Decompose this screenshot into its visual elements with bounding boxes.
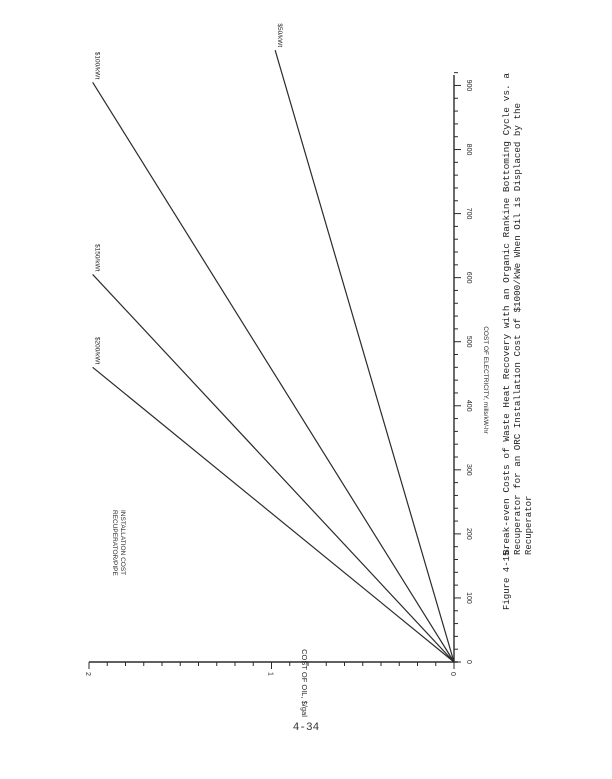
x-tick-label: 500 — [465, 335, 472, 348]
x-tick-label: 700 — [465, 207, 472, 220]
y-axis-ticks — [84, 662, 456, 676]
page-number: 4-34 — [292, 722, 320, 734]
series-label-50kw: $50/kWt — [276, 23, 284, 48]
series-label-200kw: $200/kWt — [93, 336, 101, 365]
y-axis-label: COST OF OIL, $/gal — [300, 649, 309, 717]
x-axis-ticks — [454, 73, 472, 664]
series-label-150kw: $150/kWt — [93, 243, 101, 272]
series-line-50kw — [275, 50, 454, 662]
y-tick-label: 1 — [266, 672, 274, 676]
x-tick-label: 0 — [465, 660, 472, 664]
x-tick-label: 900 — [465, 79, 472, 92]
x-axis-label: COST OF ELECTRICITY, mills/kW-hr — [482, 326, 489, 434]
figure-caption-line-3: Recuperator — [524, 495, 534, 555]
series-line-100kw — [93, 82, 454, 662]
y-tick-label: 2 — [84, 672, 91, 676]
legend-title-line-1: RECUPERATOR/PIPE — [111, 510, 118, 576]
figure-caption-number: Figure 4-15. — [502, 545, 512, 610]
figure-caption-line-1: Break-even Costs of Waste Heat Recovery with an Organic Rankine Bottoming Cycle vs. a — [502, 95, 512, 555]
series-line-200kw — [93, 367, 454, 662]
x-tick-label: 300 — [465, 463, 472, 476]
series-line-150kw — [93, 274, 454, 662]
x-tick-label: 800 — [465, 143, 472, 156]
x-tick-label: 200 — [465, 528, 472, 540]
break-even-lines — [93, 50, 454, 662]
x-tick-label: 100 — [465, 592, 472, 604]
x-tick-label: 400 — [465, 399, 472, 412]
x-tick-label: 600 — [465, 271, 472, 284]
legend-title-line-2: INSTALLATION COST — [119, 510, 126, 576]
figure-caption-line-2: Recuperator for an ORC Installation Cost of $1000/kWe When Oil is Displaced by the — [513, 112, 523, 555]
y-tick-label: 0 — [449, 672, 456, 676]
series-labels — [94, 23, 284, 364]
series-label-100kw: $100/kWt — [93, 51, 101, 80]
